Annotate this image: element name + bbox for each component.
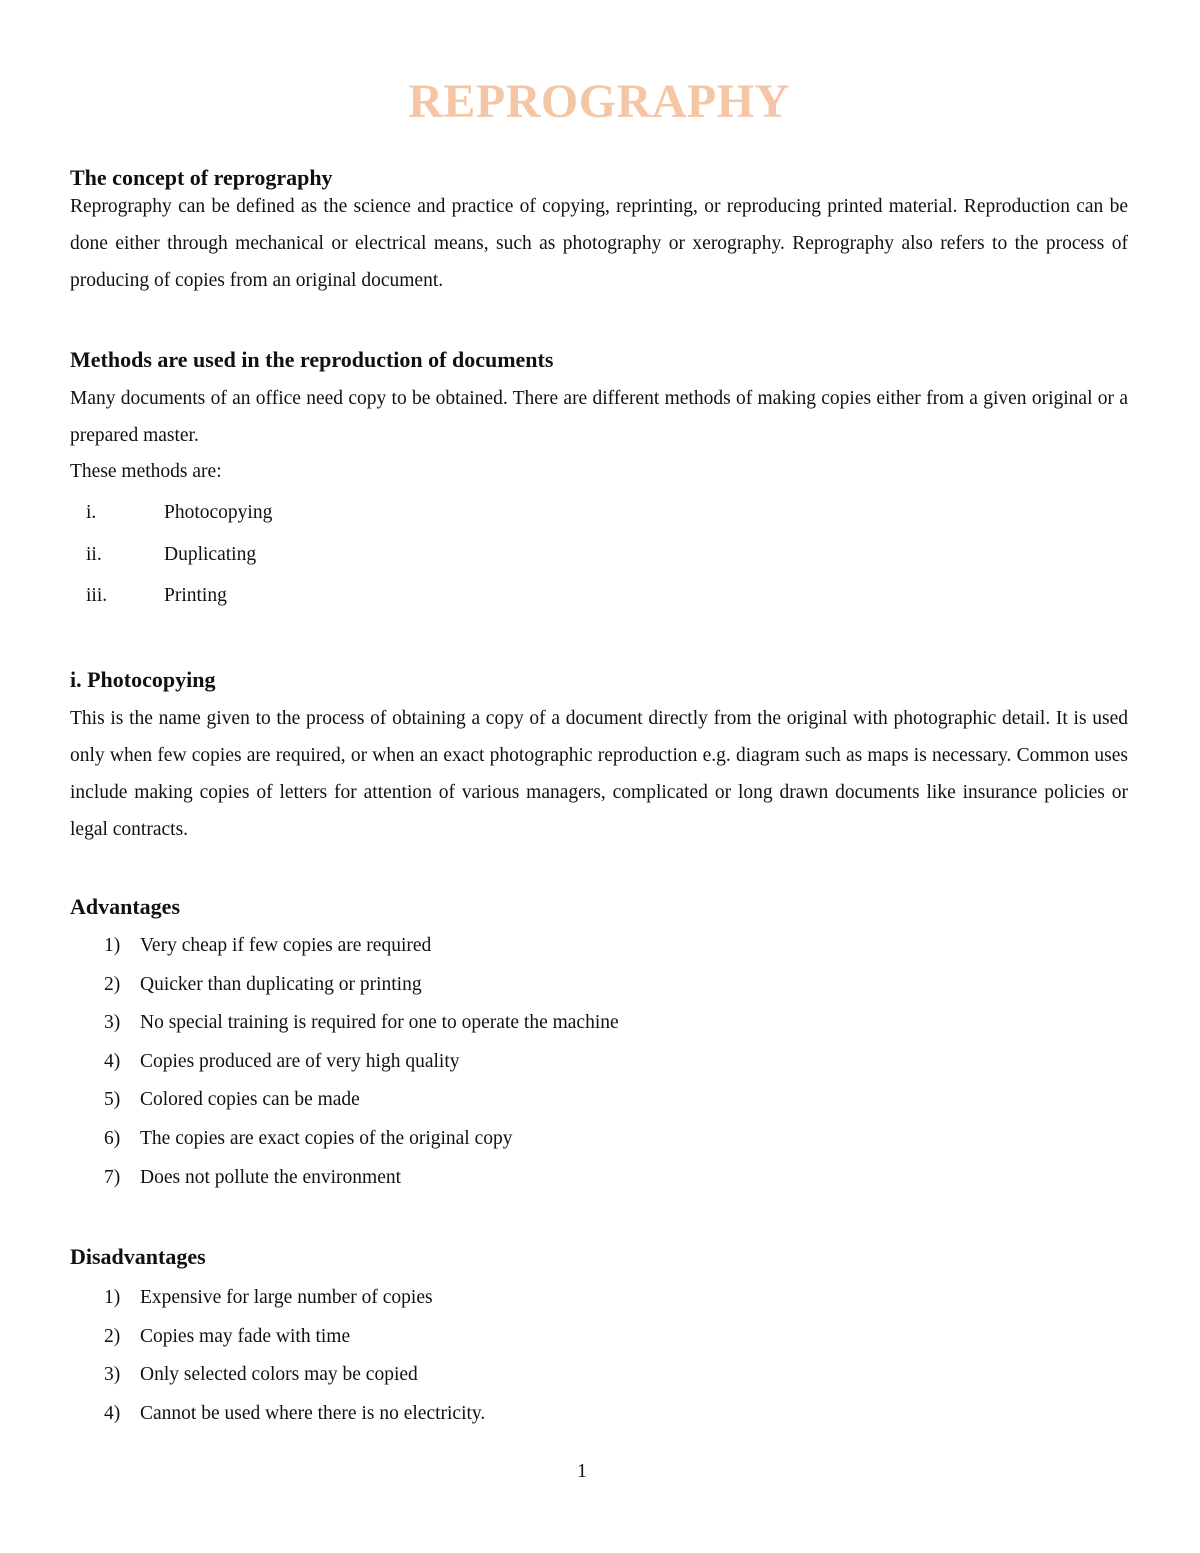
section-heading-methods: Methods are used in the reproduction of documents xyxy=(70,347,554,372)
section-heading-disadvantages: Disadvantages xyxy=(70,1244,206,1269)
list-item-text: Photocopying xyxy=(164,502,273,523)
photocopying-paragraph: This is the name given to the process of obtaining a copy of a document directly from the original with photographic detail. It is used only when few copies are required, or when an exact photographic reproduction e.g. diagram such as maps is necessary. Common uses include making copies of letters for attention of various managers, complicated or long drawn documents like insurance policies or legal contracts. xyxy=(70,708,1128,840)
list-item-text: Does not pollute the environment xyxy=(140,1166,402,1188)
document-page xyxy=(70,0,1128,1553)
list-marker: 5) xyxy=(104,1089,121,1111)
list-item-text: Only selected colors may be copied xyxy=(140,1364,418,1386)
list-marker: i. xyxy=(86,502,97,523)
page-number: 1 xyxy=(577,1461,587,1482)
concept-paragraph: Reprography can be defined as the science and practice of copying, reprinting, or reproducing printed material. Reproduction can be done either through mechanical or electrical means, such as photography or xerography. Reprography also refers to the process of producing of copies from an original document. xyxy=(70,196,1128,291)
list-marker: 3) xyxy=(104,1012,121,1034)
list-item-text: Printing xyxy=(164,585,227,606)
section-heading-photocopying: i. Photocopying xyxy=(70,667,216,692)
list-item-text: Copies may fade with time xyxy=(140,1325,351,1347)
methods-intro: These methods are: xyxy=(70,461,222,482)
list-marker: 4) xyxy=(104,1402,121,1424)
document-title: REPROGRAPHY xyxy=(408,75,790,128)
list-marker: ii. xyxy=(86,543,102,565)
list-item-text: Colored copies can be made xyxy=(140,1089,360,1111)
list-marker: 1) xyxy=(104,935,121,956)
methods-paragraph: Many documents of an office need copy to be obtained. There are different methods of making copies either from a given original or a prepared master. xyxy=(70,388,1128,446)
section-heading-advantages: Advantages xyxy=(70,894,181,919)
list-item-text: No special training is required for one to operate the machine xyxy=(140,1012,619,1034)
list-marker: 2) xyxy=(104,973,121,995)
list-item-text: Copies produced are of very high quality xyxy=(140,1050,460,1072)
list-item-text: Cannot be used where there is no electricity. xyxy=(140,1402,486,1424)
list-item-text: Very cheap if few copies are required xyxy=(140,935,432,956)
list-marker: 7) xyxy=(104,1166,121,1188)
list-marker: 1) xyxy=(104,1287,121,1308)
list-marker: 4) xyxy=(104,1050,121,1072)
list-marker: iii. xyxy=(86,585,108,606)
list-marker: 2) xyxy=(104,1325,121,1347)
list-marker: 3) xyxy=(104,1364,121,1386)
list-item-text: The copies are exact copies of the original copy xyxy=(140,1127,513,1149)
list-item-text: Quicker than duplicating or printing xyxy=(140,973,422,995)
list-marker: 6) xyxy=(104,1127,121,1149)
list-item-text: Duplicating xyxy=(164,543,257,565)
section-heading-concept: The concept of reprography xyxy=(70,165,333,190)
list-item-text: Expensive for large number of copies xyxy=(140,1287,433,1308)
